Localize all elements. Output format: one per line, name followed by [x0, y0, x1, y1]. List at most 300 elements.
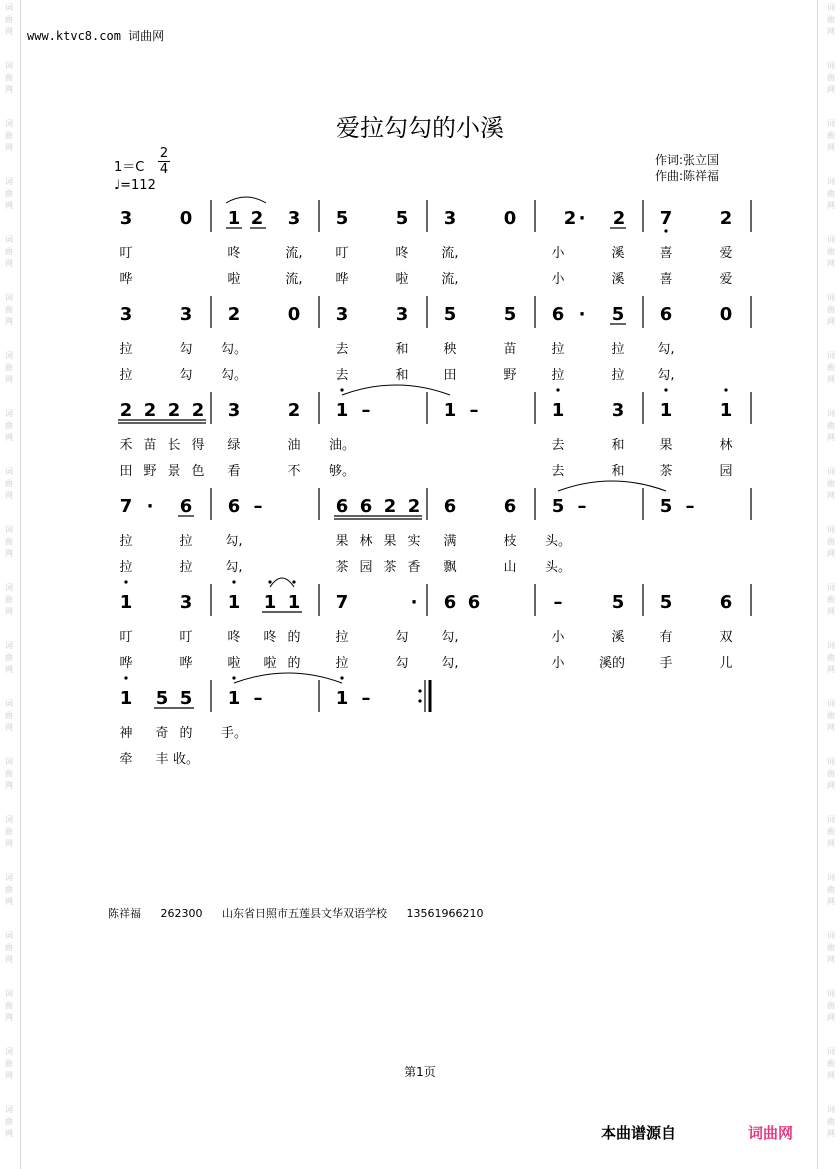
- watermark-char: 词: [827, 409, 835, 418]
- repeat-dot: [418, 689, 421, 692]
- note: –: [685, 496, 695, 517]
- lyric-verse-2: 流,: [441, 272, 459, 287]
- watermark-char: 词: [827, 641, 835, 650]
- lyric-verse-2: 茶: [383, 560, 397, 575]
- watermark-char: 曲: [5, 189, 13, 198]
- watermark-char: 曲: [5, 1117, 13, 1126]
- watermark-char: 词: [5, 699, 13, 708]
- lyric-verse-1: 头。: [544, 534, 572, 549]
- note: 3: [179, 304, 193, 325]
- octave-dot-high: [340, 676, 343, 679]
- note: 5: [551, 496, 565, 517]
- lyric-verse-1: 和: [395, 342, 409, 357]
- contact-line: [108, 905, 499, 921]
- watermark-char: 曲: [827, 131, 835, 140]
- watermark-char: 曲: [827, 769, 835, 778]
- note: 5: [611, 304, 625, 325]
- note: 0: [503, 208, 517, 229]
- lyric-verse-1: 禾: [119, 438, 133, 453]
- lyric-verse-1: 勾,: [225, 534, 243, 549]
- note: 7: [335, 592, 349, 613]
- note: 1: [263, 592, 277, 613]
- octave-dot-low: [664, 229, 667, 232]
- watermark-char: 网: [5, 85, 13, 94]
- note: 3: [287, 208, 301, 229]
- octave-dot-high: [724, 388, 727, 391]
- tie-arc: [226, 197, 266, 203]
- lyric-verse-2: 勾,: [657, 368, 675, 383]
- lyric-verse-1: 拉: [179, 534, 193, 549]
- watermark-char: 网: [5, 1013, 13, 1022]
- watermark-char: 曲: [5, 827, 13, 836]
- tie-arc: [558, 481, 666, 491]
- note: –: [577, 496, 587, 517]
- watermark-char: 网: [5, 897, 13, 906]
- lyric-verse-2: 拉: [611, 368, 625, 383]
- lyric-verse-2: 勾,: [225, 560, 243, 575]
- lyric-verse-1: 勾,: [441, 630, 459, 645]
- contact-phone: 13561966210: [406, 907, 484, 920]
- watermark-char: 词: [5, 3, 13, 12]
- octave-dot-high: [340, 388, 343, 391]
- watermark-char: 曲: [827, 479, 835, 488]
- lyric-verse-2: 勾,: [441, 656, 459, 671]
- lyric-verse-1: 果: [335, 534, 349, 549]
- lyric-verse-1: 奇: [155, 726, 169, 741]
- watermark-char: 词: [827, 931, 835, 940]
- lyric-verse-2: 拉: [119, 368, 133, 383]
- note: 6: [503, 496, 517, 517]
- note: 5: [443, 304, 457, 325]
- watermark-char: 词: [5, 815, 13, 824]
- note: –: [253, 496, 263, 517]
- lyric-verse-2: 和: [611, 464, 625, 479]
- aug-dot: ·: [410, 592, 418, 613]
- lyric-verse-2: 茶: [659, 464, 673, 479]
- tie-arc: [234, 673, 342, 683]
- note: 2: [227, 304, 241, 325]
- lyric-verse-1: 绿: [227, 438, 241, 453]
- note: 5: [179, 688, 193, 709]
- lyric-verse-1: 去: [335, 342, 349, 357]
- lyric-verse-1: 咚: [227, 630, 241, 645]
- watermark-char: 网: [5, 259, 13, 268]
- watermark-char: 词: [5, 61, 13, 70]
- watermark-char: 曲: [5, 1059, 13, 1068]
- lyric-verse-2: 啦: [227, 272, 241, 287]
- watermark-char: 词: [827, 757, 835, 766]
- watermark-char: 曲: [827, 363, 835, 372]
- octave-dot-high: [124, 580, 127, 583]
- watermark-char: 词: [5, 409, 13, 418]
- watermark-char: 词: [5, 583, 13, 592]
- lyric-verse-2: 野: [143, 464, 157, 479]
- watermark-char: 词: [827, 525, 835, 534]
- aug-dot: ·: [578, 208, 586, 229]
- watermark-char: 曲: [827, 653, 835, 662]
- lyric-verse-2: 溪: [611, 272, 625, 287]
- watermark-char: 曲: [827, 537, 835, 546]
- watermark-char: 网: [827, 317, 835, 326]
- watermark-char: 词: [827, 467, 835, 476]
- watermark-char: 网: [5, 839, 13, 848]
- note: 3: [611, 400, 625, 421]
- watermark-char: 网: [5, 781, 13, 790]
- watermark-char: 曲: [5, 769, 13, 778]
- watermark-char: 曲: [5, 479, 13, 488]
- watermark-char: 词: [827, 989, 835, 998]
- lyric-verse-1: 实: [407, 534, 421, 549]
- lyric-verse-2: 头。: [544, 560, 572, 575]
- watermark-char: 网: [827, 897, 835, 906]
- contact-postcode: 262300: [160, 907, 203, 920]
- note: 3: [335, 304, 349, 325]
- watermark-char: 词: [827, 699, 835, 708]
- lyricist: 作词:张立国: [655, 153, 720, 167]
- note: 5: [395, 208, 409, 229]
- note: 1: [335, 688, 349, 709]
- meter-bottom: 4: [159, 162, 169, 177]
- lyric-verse-2: 园: [719, 464, 733, 479]
- watermark-char: 词: [827, 1047, 835, 1056]
- note: 5: [155, 688, 169, 709]
- watermark-char: 网: [5, 491, 13, 500]
- lyric-verse-1: 小: [551, 246, 565, 261]
- watermark-char: 网: [5, 27, 13, 36]
- lyric-verse-2: 够。: [328, 464, 356, 479]
- lyric-verse-2: 儿: [719, 656, 733, 671]
- lyric-verse-2: 去: [335, 368, 349, 383]
- lyric-verse-1: 果: [383, 534, 397, 549]
- lyric-verse-1: 手。: [220, 726, 248, 741]
- lyric-verse-2: 田: [443, 368, 457, 383]
- lyric-verse-1: 枝: [503, 534, 517, 549]
- lyric-verse-2: 溪的: [598, 656, 626, 671]
- note: 2: [383, 496, 397, 517]
- note: 2: [167, 400, 181, 421]
- watermark-char: 网: [827, 1129, 835, 1138]
- lyric-verse-1: 叮: [119, 246, 133, 261]
- note: 6: [551, 304, 565, 325]
- watermark-char: 网: [827, 1071, 835, 1080]
- watermark-char: 词: [827, 873, 835, 882]
- lyric-verse-2: 和: [395, 368, 409, 383]
- watermark-char: 曲: [5, 421, 13, 430]
- note: 2: [143, 400, 157, 421]
- watermark-char: 曲: [5, 711, 13, 720]
- quarter-note-icon: ♩: [114, 178, 121, 193]
- lyric-verse-2: 爱: [719, 272, 733, 287]
- lyric-verse-2: 啦: [395, 272, 409, 287]
- lyric-verse-2: 勾: [179, 368, 193, 383]
- watermark-char: 曲: [827, 885, 835, 894]
- lyric-verse-2: 看: [227, 464, 241, 479]
- watermark-char: 词: [827, 119, 835, 128]
- lyric-verse-2: 拉: [119, 560, 133, 575]
- watermark-char: 词: [5, 931, 13, 940]
- watermark-char: 网: [827, 549, 835, 558]
- note: –: [361, 400, 371, 421]
- watermark-char: 词: [827, 351, 835, 360]
- watermark-char: 词: [5, 467, 13, 476]
- watermark-char: 曲: [827, 1001, 835, 1010]
- lyric-verse-2: 田: [119, 464, 133, 479]
- octave-dot-high: [232, 580, 235, 583]
- watermark-char: 曲: [827, 247, 835, 256]
- watermark-char: 词: [827, 177, 835, 186]
- lyric-verse-1: 流,: [441, 246, 459, 261]
- watermark-char: 曲: [5, 363, 13, 372]
- watermark-char: 词: [5, 989, 13, 998]
- note: 1: [119, 592, 133, 613]
- lyric-verse-1: 的: [179, 726, 193, 741]
- note: 1: [719, 400, 733, 421]
- note: 5: [611, 592, 625, 613]
- lyric-verse-1: 流,: [285, 246, 303, 261]
- lyric-verse-2: 香: [407, 560, 421, 575]
- lyric-verse-2: 牵: [119, 752, 133, 767]
- watermark-char: 曲: [827, 595, 835, 604]
- site-url[interactable]: www.ktvc8.com 词曲网: [27, 29, 165, 43]
- note: 1: [551, 400, 565, 421]
- song-title: 爱拉勾勾的小溪: [336, 114, 504, 142]
- watermark-char: 网: [827, 375, 835, 384]
- watermark-char: 网: [827, 955, 835, 964]
- watermark-char: 词: [5, 293, 13, 302]
- lyric-verse-1: 满: [443, 534, 457, 549]
- note: 3: [443, 208, 457, 229]
- lyric-verse-2: 收。: [172, 752, 200, 767]
- lyric-verse-2: 哗: [179, 656, 193, 671]
- note: 6: [467, 592, 481, 613]
- watermark-char: 曲: [5, 73, 13, 82]
- lyric-verse-2: 勾: [395, 656, 409, 671]
- lyric-verse-2: 勾。: [220, 368, 248, 383]
- watermark-char: 网: [827, 607, 835, 616]
- octave-dot-high: [124, 676, 127, 679]
- octave-dot-high: [292, 580, 295, 583]
- lyric-verse-1: 双: [719, 630, 733, 645]
- lyric-verse-2: 园: [359, 560, 373, 575]
- note: 6: [335, 496, 349, 517]
- note: 6: [227, 496, 241, 517]
- watermark-char: 词: [5, 351, 13, 360]
- note: 5: [335, 208, 349, 229]
- lyric-verse-1: 果: [659, 438, 673, 453]
- lyric-verse-1: 苗: [503, 342, 517, 357]
- note: 5: [659, 592, 673, 613]
- watermark-char: 曲: [5, 15, 13, 24]
- repeat-dot: [418, 699, 421, 702]
- lyric-verse-2: 拉: [551, 368, 565, 383]
- note: 3: [179, 592, 193, 613]
- watermark-char: 词: [827, 583, 835, 592]
- lyric-verse-1: 有: [659, 630, 673, 645]
- lyric-verse-2: 哗: [335, 272, 349, 287]
- note: 1: [227, 592, 241, 613]
- lyric-verse-1: 林: [719, 438, 733, 453]
- lyric-verse-1: 神: [119, 726, 133, 741]
- note: 2: [250, 208, 264, 229]
- note: 5: [503, 304, 517, 325]
- lyric-verse-2: 小: [551, 656, 565, 671]
- watermark-char: 网: [827, 201, 835, 210]
- watermark-char: 词: [827, 61, 835, 70]
- lyric-verse-2: 小: [551, 272, 565, 287]
- note: 0: [719, 304, 733, 325]
- watermark-char: 网: [5, 665, 13, 674]
- watermark-char: 词: [5, 1047, 13, 1056]
- watermark-char: 曲: [5, 653, 13, 662]
- watermark-char: 曲: [827, 827, 835, 836]
- note: 6: [179, 496, 193, 517]
- watermark-char: 曲: [5, 595, 13, 604]
- watermark-char: 曲: [827, 1117, 835, 1126]
- note: 1: [659, 400, 673, 421]
- watermark-char: 网: [5, 201, 13, 210]
- watermark-char: 词: [5, 119, 13, 128]
- watermark-char: 词: [5, 641, 13, 650]
- note: 2: [563, 208, 577, 229]
- octave-dot-high: [664, 388, 667, 391]
- lyric-verse-2: 哗: [119, 656, 133, 671]
- lyric-verse-2: 哗: [119, 272, 133, 287]
- lyric-verse-1: 和: [611, 438, 625, 453]
- note: 1: [119, 688, 133, 709]
- note: 2: [719, 208, 733, 229]
- watermark-char: 曲: [827, 73, 835, 82]
- watermark-char: 网: [827, 259, 835, 268]
- watermark-char: 词: [5, 235, 13, 244]
- watermark-char: 网: [5, 143, 13, 152]
- tie-arc: [270, 578, 294, 587]
- watermark-char: 词: [5, 1105, 13, 1114]
- note: 7: [119, 496, 133, 517]
- lyric-verse-1: 勾: [179, 342, 193, 357]
- note: –: [469, 400, 479, 421]
- lyric-verse-2: 喜: [659, 272, 673, 287]
- note: 0: [179, 208, 193, 229]
- watermark-char: 词: [5, 177, 13, 186]
- lyric-verse-1: 秧: [443, 342, 457, 357]
- lyric-verse-1: 叮: [335, 246, 349, 261]
- watermark-char: 网: [827, 1013, 835, 1022]
- watermark-char: 曲: [827, 15, 835, 24]
- note: 2: [612, 208, 626, 229]
- lyric-verse-1: 拉: [611, 342, 625, 357]
- note: 2: [287, 400, 301, 421]
- watermark-char: 曲: [5, 131, 13, 140]
- watermark-char: 曲: [5, 943, 13, 952]
- lyric-verse-1: 爱: [719, 246, 733, 261]
- note: 7: [659, 208, 673, 229]
- watermark-char: 网: [827, 27, 835, 36]
- lyric-verse-1: 叮: [119, 630, 133, 645]
- octave-dot-high: [268, 580, 271, 583]
- watermark-char: 网: [827, 85, 835, 94]
- watermark-char: 网: [827, 723, 835, 732]
- watermark-char: 网: [5, 1129, 13, 1138]
- octave-dot-high: [232, 676, 235, 679]
- watermark-char: 网: [5, 317, 13, 326]
- lyric-verse-1: 苗: [143, 438, 157, 453]
- lyric-verse-1: 咚: [263, 630, 277, 645]
- watermark-char: 词: [827, 293, 835, 302]
- lyric-verse-2: 色: [191, 464, 205, 479]
- note: 6: [443, 496, 457, 517]
- note: 6: [443, 592, 457, 613]
- lyric-verse-1: 林: [359, 534, 373, 549]
- note: 1: [287, 592, 301, 613]
- lyric-verse-2: 啦: [227, 656, 241, 671]
- watermark-char: 词: [5, 873, 13, 882]
- lyric-verse-1: 咚: [395, 246, 409, 261]
- watermark-char: 网: [5, 1071, 13, 1080]
- lyric-verse-2: 手: [659, 656, 673, 671]
- note: 2: [191, 400, 205, 421]
- lyric-verse-1: 勾,: [657, 342, 675, 357]
- lyric-verse-1: 溪: [611, 246, 625, 261]
- watermark-char: 网: [827, 665, 835, 674]
- source-label: 本曲谱源自: [601, 1124, 677, 1142]
- aug-dot: ·: [578, 304, 586, 325]
- lyric-verse-1: 拉: [119, 534, 133, 549]
- note: 0: [287, 304, 301, 325]
- note: 1: [335, 400, 349, 421]
- note: 6: [719, 592, 733, 613]
- note: 1: [227, 208, 241, 229]
- meter-top: 2: [159, 146, 169, 161]
- watermark-char: 词: [827, 235, 835, 244]
- watermark-char: 曲: [827, 189, 835, 198]
- note: –: [253, 688, 263, 709]
- note: –: [361, 688, 371, 709]
- note: 6: [659, 304, 673, 325]
- lyric-verse-1: 得: [191, 438, 205, 453]
- watermark-char: 网: [827, 781, 835, 790]
- lyric-verse-1: 拉: [551, 342, 565, 357]
- lyric-verse-1: 小: [551, 630, 565, 645]
- watermark-char: 网: [5, 549, 13, 558]
- watermark-char: 网: [827, 491, 835, 500]
- source-logo[interactable]: 词曲网: [748, 1124, 794, 1142]
- note: 3: [119, 304, 133, 325]
- lyric-verse-2: 啦: [263, 656, 277, 671]
- note: 2: [407, 496, 421, 517]
- lyric-verse-2: 山: [503, 560, 517, 575]
- aug-dot: ·: [146, 496, 154, 517]
- note: 3: [119, 208, 133, 229]
- contact-name: 陈祥福: [108, 907, 141, 920]
- lyric-verse-2: 茶: [335, 560, 349, 575]
- lyric-verse-1: 勾: [395, 630, 409, 645]
- page-number: 第1页: [404, 1065, 436, 1079]
- lyric-verse-1: 溪: [611, 630, 625, 645]
- watermark-char: 曲: [5, 1001, 13, 1010]
- lyric-verse-2: 拉: [179, 560, 193, 575]
- lyric-verse-2: 景: [167, 464, 181, 479]
- watermark-char: 曲: [827, 305, 835, 314]
- lyric-verse-1: 长: [167, 438, 181, 453]
- note: 1: [227, 688, 241, 709]
- lyric-verse-1: 的: [287, 630, 301, 645]
- key-signature: 1＝C: [114, 160, 145, 175]
- lyric-verse-1: 拉: [335, 630, 349, 645]
- lyric-verse-1: 叮: [179, 630, 193, 645]
- watermark-char: 网: [5, 955, 13, 964]
- note: –: [553, 592, 563, 613]
- watermark-char: 词: [827, 1105, 835, 1114]
